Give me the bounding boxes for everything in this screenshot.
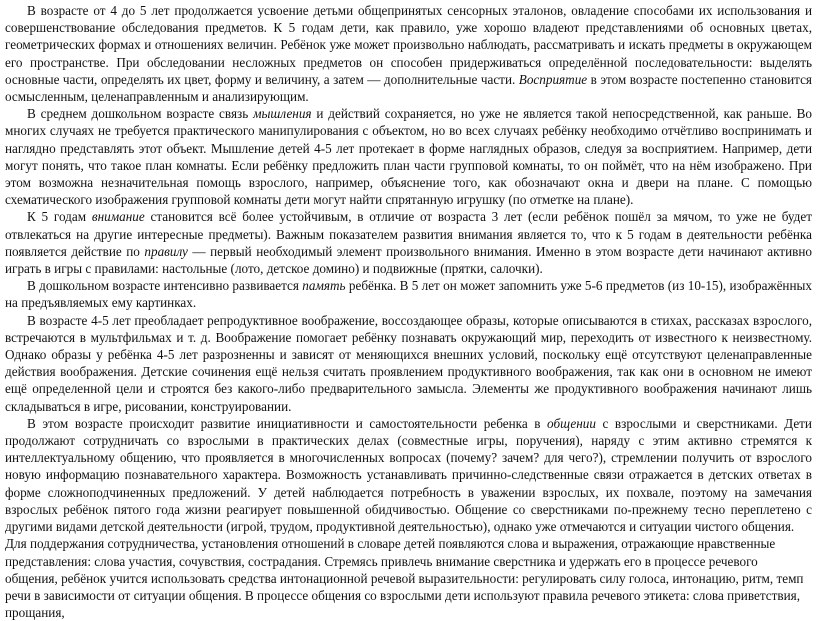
text-run: Для поддержания сотрудничества, установления отношений в словаре детей появляются слова и выражения, отражающие нравственные представления: слова участия, сочувствия, сострадания. Стремясь привлечь внимание сверстника и удержать его в процессе речевого общения, ребёнок учится использовать средства интонационной речевой выразительности: регулировать силу голоса, интонацию, ритм, темп речи в зависимости от ситуации общения. В процессе общения со взрослыми дети используют правила речевого этикета: слова приветствия, прощания, <box>5 536 804 621</box>
text-run: В возрасте 4-5 лет преобладает репродуктивное воображение, воссоздающее образы, которые описываются в стихах, рассказах взрослого, встречаются в мультфильмах и т. д. Воображение помогает ребёнку познавать окружающий мир, переходить от известного к неизвестному. Однако образы у ребёнка 4-5 лет разрозненны и зависят от меняющихся внешних условий, поскольку ещё отсутствуют целенаправленные действия воображения. Детские сочинения ещё нельзя считать проявлением продуктивного воображения, так как они в основном не имеют ещё определенной цели и строятся без какого-либо предварительного замысла. Элементы же продуктивного воображения начинают лишь складываться в игре, рисовании, конструировании. <box>5 312 812 414</box>
paragraph-speech-etiquette <box>5 535 812 621</box>
text-run: в этом возрасте постепенно становится осмысленным, целенаправленным и анализирующим. <box>5 71 812 105</box>
text-run: В среднем дошкольном возрасте связь <box>27 106 254 122</box>
text-run: В дошкольном возрасте интенсивно развивается <box>27 278 303 294</box>
paragraph-imagination <box>5 312 812 415</box>
text-run: становится всё более устойчивым, в отличие от возраста 3 лет (если ребёнок пошёл за мячом, то уже не будет отвлекаться на другие интересные предметы). Важным показателем развития внимания является то, что к 5 годам в деятельности ребёнка появляется действие по <box>5 209 813 259</box>
term-communication: общении <box>547 415 596 431</box>
text-run: К 5 годам <box>27 209 92 225</box>
paragraph-communication <box>5 415 812 535</box>
paragraph-memory <box>5 277 812 311</box>
term-attention: внимание <box>91 209 145 225</box>
paragraph-perception <box>5 2 812 105</box>
text-run: и действий сохраняется, но уже не является такой непосредственной, как раньше. Во многих случаях не требуется практического манипулирования с объектом, но во всех случаях ребёнку необходимо отчётливо воспринимать и наглядно представлять этот объект. Мышление детей 4-5 лет протекает в форме наглядных образов, следуя за восприятием. Например, дети могут понять, что такое план комнаты. Если ребёнку предложить план части групповой комнаты, то он поймёт, что на нём изображено. При этом возможна незначительная помощь взрослого, например, объяснение того, как обозначают окна и двери на плане. С помощью схематического изображения групповой комнаты дети могут найти спрятанную игрушку (по отметке на плане). <box>5 106 812 208</box>
paragraph-attention <box>5 208 812 277</box>
text-run: — первый необходимый элемент произвольного внимания. Именно в этом возрасте дети начинают активно играть в игры с правилами: настольные (лото, детское домино) и подвижные (прятки, салочки). <box>5 243 813 277</box>
paragraph-thinking <box>5 105 812 208</box>
text-run: ребёнка. В 5 лет он может запомнить уже 5-6 предметов (из 10-15), изображённых на предъявляемых ему картинках. <box>5 278 812 311</box>
text-run: В возрасте от 4 до 5 лет продолжается усвоение детьми общепринятых сенсорных эталонов, овладение способами их использования и совершенствование обследования предметов. К 5 годам дети, как правило, уже хорошо владеют представлениями об основных цветах, геометрических формах и отношениях величин. Ребёнок уже может произвольно наблюдать, рассматривать и искать предметы в окружающем его пространстве. При обследовании несложных предметов он способен придерживаться определённой последовательности: выделять основные части, определять их цвет, форму и величину, а затем — дополнительные части. <box>5 3 812 87</box>
text-run: с взрослыми и сверстниками. Дети продолжают сотрудничать со взрослыми в практических делах (совместные игры, поручения), наряду с этим активно стремятся к интеллектуальному общению, что проявляется в многочисленных вопросах (почему? зачем? для чего?), стремлении получить от взрослого новую информацию познавательного характера. Возможность устанавливать причинно-следственные связи отражается в детских ответах в форме сложноподчиненных предложений. У детей наблюдается потребность в уважении взрослых, их похвале, поэтому на замечания взрослых ребёнок пятого года жизни реагирует повышенной обидчивостью. Общение со сверстниками по-прежнему тесно переплетено с другими видами детской деятельности (игрой, трудом, продуктивной деятельностью), однако уже отмечаются и ситуации чистого общения. <box>5 415 812 535</box>
text-run: В этом возрасте происходит развитие инициативности и самостоятельности ребенка в <box>27 415 548 431</box>
term-rule: правилу <box>144 243 188 259</box>
term-perception: Восприятие <box>518 71 588 87</box>
term-memory: память <box>302 278 346 294</box>
term-thinking: мышления <box>253 106 312 122</box>
